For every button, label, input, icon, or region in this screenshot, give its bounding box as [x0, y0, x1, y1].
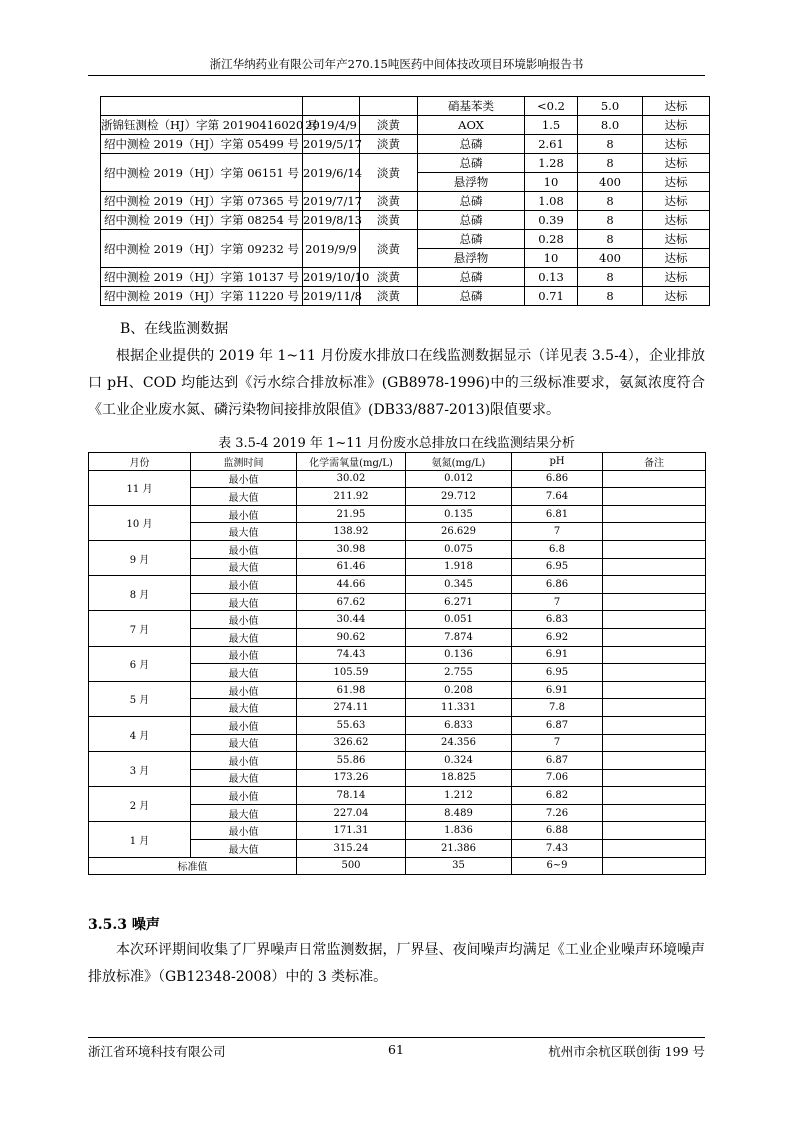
compliance-result: 达标	[643, 249, 710, 268]
measured-value: 10	[525, 249, 578, 268]
nh3-value: 18.825	[406, 769, 512, 787]
nh3-value: 0.324	[406, 752, 512, 770]
ph-value: 6.8	[512, 540, 603, 558]
table-row	[89, 822, 706, 840]
cod-value: 227.04	[297, 804, 406, 822]
measured-value: 0.13	[525, 268, 578, 287]
note-cell	[603, 593, 706, 611]
header-cod: 化学需氧量(mg/L)	[297, 453, 406, 471]
ph-value: 6.86	[512, 470, 603, 488]
limit-value: 8	[578, 135, 643, 154]
pollutant-name: 悬浮物	[418, 249, 525, 268]
pollutant-name: 总磷	[418, 268, 525, 287]
standard-label: 标准值	[89, 857, 297, 875]
table-caption: 表 3.5-4 2019 年 1~11 月份废水总排放口在线监测结果分析	[218, 436, 575, 451]
sample-color: 淡黄	[360, 116, 418, 135]
note-cell	[603, 822, 706, 840]
header-note: 备注	[603, 453, 706, 471]
noise-paragraph: 本次环评期间收集了厂界噪声日常监测数据，厂界昼、夜间噪声均满足《工业企业噪声环境噪声排放标准》（GB12348-2008）中的 3 类标准。	[88, 942, 705, 985]
max-label: 最大值	[191, 593, 297, 611]
nh3-value: 0.075	[406, 540, 512, 558]
nh3-value: 26.629	[406, 523, 512, 541]
note-cell	[603, 505, 706, 523]
nh3-value: 0.012	[406, 470, 512, 488]
table-row	[89, 752, 706, 770]
ph-value: 7	[512, 734, 603, 752]
sample-date: 2019/5/17	[303, 135, 360, 154]
sample-color: 淡黄	[360, 154, 418, 192]
measured-value: 1.5	[525, 116, 578, 135]
nh3-value: 0.345	[406, 576, 512, 594]
table-row	[101, 154, 710, 173]
online-monitoring-table	[88, 452, 706, 875]
table-row	[89, 576, 706, 594]
cod-value: 55.63	[297, 716, 406, 734]
cod-value: 67.62	[297, 593, 406, 611]
cod-value: 21.95	[297, 505, 406, 523]
sample-color: 淡黄	[360, 135, 418, 154]
report-number: 绍中测检 2019（HJ）字第 11220 号	[101, 287, 303, 306]
footer-company: 浙江省环境科技有限公司	[88, 1044, 226, 1059]
cod-value: 326.62	[297, 734, 406, 752]
min-label: 最小值	[191, 540, 297, 558]
sample-date: 2019/4/9	[303, 116, 360, 135]
cod-value: 61.98	[297, 681, 406, 699]
table-row	[101, 268, 710, 287]
standard-cod: 500	[297, 857, 406, 875]
ph-value: 7.64	[512, 488, 603, 506]
ph-value: 6.92	[512, 628, 603, 646]
table-row	[89, 470, 706, 488]
section-b-heading: B、在线监测数据	[120, 321, 229, 337]
note-cell	[603, 769, 706, 787]
ph-value: 6.86	[512, 576, 603, 594]
ph-value: 6.91	[512, 681, 603, 699]
sample-date: 2019/9/9	[303, 230, 360, 268]
report-number: 绍中测检 2019（HJ）字第 06151 号	[101, 154, 303, 192]
compliance-result: 达标	[643, 268, 710, 287]
note-cell	[603, 488, 706, 506]
sample-date: 2019/8/13	[303, 211, 360, 230]
note-cell	[603, 699, 706, 717]
cod-value: 30.02	[297, 470, 406, 488]
table-row	[89, 716, 706, 734]
min-label: 最小值	[191, 505, 297, 523]
max-label: 最大值	[191, 628, 297, 646]
month-label: 1 月	[89, 822, 191, 857]
max-label: 最大值	[191, 488, 297, 506]
cod-value: 90.62	[297, 628, 406, 646]
table-row	[89, 681, 706, 699]
table-row	[101, 135, 710, 154]
table-row	[89, 787, 706, 805]
header-rule	[88, 75, 705, 76]
month-label: 11 月	[89, 470, 191, 505]
note-cell	[603, 681, 706, 699]
sample-color	[360, 97, 418, 116]
ph-value: 7	[512, 593, 603, 611]
nh3-value: 21.386	[406, 840, 512, 858]
limit-value: 8	[578, 192, 643, 211]
max-label: 最大值	[191, 699, 297, 717]
compliance-result: 达标	[643, 287, 710, 306]
cod-value: 61.46	[297, 558, 406, 576]
nh3-value: 0.136	[406, 646, 512, 664]
note-cell	[603, 576, 706, 594]
monitoring-report-table	[100, 96, 710, 306]
ph-value: 7.43	[512, 840, 603, 858]
min-label: 最小值	[191, 787, 297, 805]
pollutant-name: 总磷	[418, 154, 525, 173]
ph-value: 7.06	[512, 769, 603, 787]
cod-value: 74.43	[297, 646, 406, 664]
measured-value: 0.28	[525, 230, 578, 249]
standard-row	[89, 857, 706, 875]
min-label: 最小值	[191, 576, 297, 594]
header-nh3: 氨氮(mg/L)	[406, 453, 512, 471]
month-label: 2 月	[89, 787, 191, 822]
note-cell	[603, 628, 706, 646]
month-label: 4 月	[89, 716, 191, 751]
min-label: 最小值	[191, 681, 297, 699]
limit-value: 8	[578, 154, 643, 173]
month-label: 9 月	[89, 540, 191, 575]
nh3-value: 1.836	[406, 822, 512, 840]
table-row	[89, 646, 706, 664]
note-cell	[603, 752, 706, 770]
min-label: 最小值	[191, 716, 297, 734]
table-row	[101, 192, 710, 211]
max-label: 最大值	[191, 734, 297, 752]
measured-value: 1.08	[525, 192, 578, 211]
section-b-paragraph: 根据企业提供的 2019 年 1~11 月份废水排放口在线监测数据显示（详见表 3.5-4），企业排放口 pH、COD 均能达到《污水综合排放标准》(GB8978-1996)中的三级标准要求，氨氮浓度符合《工业企业废水氮、磷污染物间接排放限值》(DB33/887-2013)限值要求。	[88, 348, 705, 418]
report-number	[101, 97, 303, 116]
sample-date: 2019/11/8	[303, 287, 360, 306]
report-number: 绍中测检 2019（HJ）字第 07365 号	[101, 192, 303, 211]
header-month: 月份	[89, 453, 191, 471]
pollutant-name: 硝基苯类	[418, 97, 525, 116]
note-cell	[603, 558, 706, 576]
sample-color: 淡黄	[360, 192, 418, 211]
pollutant-name: 总磷	[418, 211, 525, 230]
header-time: 监测时间	[191, 453, 297, 471]
page-header: 浙江华纳药业有限公司年产270.15吨医药中间体技改项目环境影响报告书	[209, 57, 584, 71]
pollutant-name: 悬浮物	[418, 173, 525, 192]
note-cell	[603, 787, 706, 805]
compliance-result: 达标	[643, 116, 710, 135]
noise-section-heading: 3.5.3 噪声	[88, 917, 160, 933]
header-ph: pH	[512, 453, 603, 471]
limit-value: 5.0	[578, 97, 643, 116]
limit-value: 8	[578, 230, 643, 249]
note-cell	[603, 804, 706, 822]
cod-value: 211.92	[297, 488, 406, 506]
note-cell	[603, 646, 706, 664]
max-label: 最大值	[191, 769, 297, 787]
ph-value: 6.87	[512, 716, 603, 734]
compliance-result: 达标	[643, 135, 710, 154]
cod-value: 171.31	[297, 822, 406, 840]
ph-value: 6.91	[512, 646, 603, 664]
compliance-result: 达标	[643, 154, 710, 173]
compliance-result: 达标	[643, 230, 710, 249]
table-row	[101, 230, 710, 249]
month-label: 6 月	[89, 646, 191, 681]
pollutant-name: 总磷	[418, 287, 525, 306]
cod-value: 173.26	[297, 769, 406, 787]
ph-value: 7	[512, 523, 603, 541]
nh3-value: 0.135	[406, 505, 512, 523]
nh3-value: 1.918	[406, 558, 512, 576]
compliance-result: 达标	[643, 97, 710, 116]
min-label: 最小值	[191, 752, 297, 770]
note-cell	[603, 540, 706, 558]
max-label: 最大值	[191, 804, 297, 822]
note-cell	[603, 734, 706, 752]
min-label: 最小值	[191, 822, 297, 840]
footer-address: 杭州市余杭区联创街 199 号	[548, 1044, 705, 1059]
sample-date: 2019/10/10	[303, 268, 360, 287]
note-cell	[603, 611, 706, 629]
standard-ph: 6~9	[512, 857, 603, 875]
cod-value: 55.86	[297, 752, 406, 770]
compliance-result: 达标	[643, 192, 710, 211]
measured-value: 0.71	[525, 287, 578, 306]
min-label: 最小值	[191, 646, 297, 664]
limit-value: 8	[578, 268, 643, 287]
table-row	[101, 287, 710, 306]
ph-value: 7.26	[512, 804, 603, 822]
cod-value: 138.92	[297, 523, 406, 541]
nh3-value: 11.331	[406, 699, 512, 717]
nh3-value: 7.874	[406, 628, 512, 646]
ph-value: 6.81	[512, 505, 603, 523]
max-label: 最大值	[191, 840, 297, 858]
measured-value: 10	[525, 173, 578, 192]
month-label: 10 月	[89, 505, 191, 540]
month-label: 5 月	[89, 681, 191, 716]
sample-color: 淡黄	[360, 287, 418, 306]
ph-value: 6.82	[512, 787, 603, 805]
table-row	[89, 611, 706, 629]
sample-date: 2019/6/14	[303, 154, 360, 192]
measured-value: 2.61	[525, 135, 578, 154]
nh3-value: 1.212	[406, 787, 512, 805]
sample-date	[303, 97, 360, 116]
note-cell	[603, 523, 706, 541]
standard-nh3: 35	[406, 857, 512, 875]
ph-value: 6.88	[512, 822, 603, 840]
ph-value: 6.83	[512, 611, 603, 629]
note-cell	[603, 470, 706, 488]
sample-color: 淡黄	[360, 211, 418, 230]
note-cell	[603, 716, 706, 734]
limit-value: 400	[578, 249, 643, 268]
limit-value: 400	[578, 173, 643, 192]
nh3-value: 29.712	[406, 488, 512, 506]
min-label: 最小值	[191, 611, 297, 629]
nh3-value: 24.356	[406, 734, 512, 752]
nh3-value: 2.755	[406, 664, 512, 682]
pollutant-name: 总磷	[418, 230, 525, 249]
cod-value: 30.44	[297, 611, 406, 629]
limit-value: 8.0	[578, 116, 643, 135]
limit-value: 8	[578, 287, 643, 306]
nh3-value: 0.051	[406, 611, 512, 629]
nh3-value: 8.489	[406, 804, 512, 822]
min-label: 最小值	[191, 470, 297, 488]
sample-date: 2019/7/17	[303, 192, 360, 211]
pollutant-name: 总磷	[418, 192, 525, 211]
month-label: 8 月	[89, 576, 191, 611]
limit-value: 8	[578, 211, 643, 230]
ph-value: 6.95	[512, 558, 603, 576]
note-cell	[603, 840, 706, 858]
footer-rule	[88, 1037, 705, 1038]
measured-value: 0.39	[525, 211, 578, 230]
note-cell	[603, 857, 706, 875]
ph-value: 6.87	[512, 752, 603, 770]
table-row	[101, 116, 710, 135]
max-label: 最大值	[191, 523, 297, 541]
report-number: 绍中测检 2019（HJ）字第 05499 号	[101, 135, 303, 154]
report-number: 浙锦钰测检（HJ）字第 20190416020 号	[101, 116, 303, 135]
cod-value: 105.59	[297, 664, 406, 682]
cod-value: 78.14	[297, 787, 406, 805]
page-number: 61	[388, 1042, 404, 1057]
cod-value: 30.98	[297, 540, 406, 558]
cod-value: 274.11	[297, 699, 406, 717]
nh3-value: 0.208	[406, 681, 512, 699]
pollutant-name: 总磷	[418, 135, 525, 154]
nh3-value: 6.833	[406, 716, 512, 734]
table-row	[101, 211, 710, 230]
measured-value: <0.2	[525, 97, 578, 116]
compliance-result: 达标	[643, 211, 710, 230]
ph-value: 7.8	[512, 699, 603, 717]
nh3-value: 6.271	[406, 593, 512, 611]
measured-value: 1.28	[525, 154, 578, 173]
table-row	[89, 540, 706, 558]
table-row	[101, 97, 710, 116]
ph-value: 6.95	[512, 664, 603, 682]
cod-value: 44.66	[297, 576, 406, 594]
note-cell	[603, 664, 706, 682]
table-row	[89, 505, 706, 523]
report-number: 绍中测检 2019（HJ）字第 09232 号	[101, 230, 303, 268]
cod-value: 315.24	[297, 840, 406, 858]
pollutant-name: AOX	[418, 116, 525, 135]
month-label: 7 月	[89, 611, 191, 646]
max-label: 最大值	[191, 558, 297, 576]
month-label: 3 月	[89, 752, 191, 787]
report-number: 绍中测检 2019（HJ）字第 08254 号	[101, 211, 303, 230]
max-label: 最大值	[191, 664, 297, 682]
sample-color: 淡黄	[360, 268, 418, 287]
sample-color: 淡黄	[360, 230, 418, 268]
report-number: 绍中测检 2019（HJ）字第 10137 号	[101, 268, 303, 287]
compliance-result: 达标	[643, 173, 710, 192]
